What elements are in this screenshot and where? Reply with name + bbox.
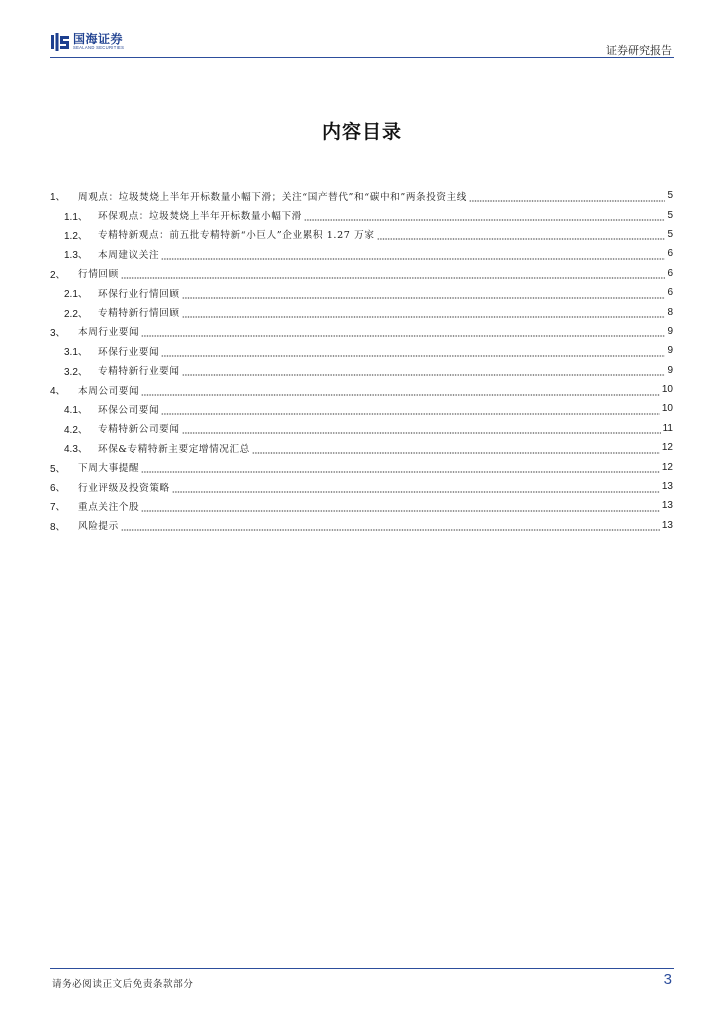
page-number: 3	[663, 971, 672, 988]
toc-entry[interactable]	[50, 186, 673, 205]
toc-dot-leader	[252, 444, 660, 454]
toc-entry-page: 9	[667, 345, 673, 357]
toc-entry-number: 7、	[50, 502, 66, 514]
toc-entry-label: 周观点：垃圾焚烧上半年开标数量小幅下滑；关注“国产替代”和“碳中和”两条投资主线	[78, 191, 467, 203]
toc-entry-page: 5	[667, 190, 673, 202]
toc-entry-number: 2.1、	[64, 289, 88, 301]
toc-entry-label: 行情回顾	[78, 269, 119, 281]
toc-entry-number: 5、	[50, 463, 66, 475]
toc-dot-leader	[121, 521, 660, 531]
toc-entry-number: 4、	[50, 386, 66, 398]
toc-entry[interactable]	[50, 341, 673, 360]
toc-entry-page: 11	[662, 422, 673, 434]
toc-entry[interactable]	[50, 496, 673, 515]
toc-dot-leader	[141, 327, 665, 337]
table-of-contents	[50, 186, 673, 535]
toc-entry-label: 环保&专精特新主要定增情况汇总	[98, 443, 250, 455]
sealand-logo-icon	[50, 32, 70, 52]
toc-entry-page: 12	[661, 442, 673, 454]
toc-entry-page: 6	[667, 248, 673, 260]
toc-entry[interactable]	[50, 457, 673, 476]
toc-entry-page: 5	[667, 228, 673, 240]
toc-entry-number: 3、	[50, 327, 66, 339]
toc-entry-label: 下周大事提醒	[78, 463, 140, 475]
toc-dot-leader	[141, 502, 660, 512]
toc-dot-leader	[304, 211, 666, 221]
toc-entry-label: 环保公司要闻	[98, 404, 160, 416]
toc-entry[interactable]	[50, 399, 673, 418]
toc-entry-label: 环保行业行情回顾	[98, 288, 180, 300]
toc-dot-leader	[161, 347, 665, 357]
toc-entry-number: 1.2、	[64, 230, 88, 242]
toc-entry-label: 本周建议关注	[98, 249, 160, 261]
footer-divider	[50, 968, 674, 970]
toc-entry-label: 环保观点：垃圾焚烧上半年开标数量小幅下滑	[98, 211, 302, 223]
toc-dot-leader	[172, 483, 660, 493]
toc-entry-page: 6	[667, 287, 673, 299]
toc-entry-page: 12	[661, 461, 673, 473]
toc-entry-label: 专精特新公司要闻	[98, 424, 180, 436]
footer-disclaimer: 请务必阅读正文后免责条款部分	[52, 979, 194, 990]
toc-entry-number: 8、	[50, 521, 66, 533]
toc-entry-page: 13	[661, 519, 673, 531]
toc-entry[interactable]	[50, 244, 673, 263]
toc-entry-number: 6、	[50, 483, 66, 495]
toc-entry-page: 5	[667, 209, 673, 221]
page-title: 内容目录	[321, 121, 402, 143]
toc-entry-number: 1.3、	[64, 250, 88, 262]
report-type-label: 证券研究报告	[606, 44, 672, 57]
toc-dot-leader	[182, 308, 666, 318]
toc-entry-label: 专精特新行业要闻	[98, 366, 180, 378]
toc-dot-leader	[377, 230, 666, 240]
toc-dot-leader	[182, 289, 666, 299]
toc-entry-label: 专精特新观点：前五批专精特新“小巨人”企业累积 1.27 万家	[98, 230, 375, 242]
toc-entry-page: 13	[661, 481, 673, 493]
page-header	[50, 31, 674, 58]
toc-entry-number: 4.2、	[64, 424, 88, 436]
toc-entry-page: 10	[661, 384, 673, 396]
toc-entry-number: 1.1、	[64, 211, 88, 223]
toc-dot-leader	[469, 192, 665, 202]
toc-entry[interactable]	[50, 516, 673, 535]
toc-entry[interactable]	[50, 225, 673, 244]
toc-entry-label: 环保行业要闻	[98, 346, 160, 358]
toc-entry[interactable]	[50, 264, 673, 283]
toc-entry-number: 1、	[50, 192, 66, 204]
toc-entry-label: 本周公司要闻	[78, 385, 140, 397]
toc-entry-page: 8	[667, 306, 673, 318]
toc-entry-label: 风险提示	[78, 521, 119, 533]
toc-entry[interactable]	[50, 380, 673, 399]
toc-entry-number: 3.1、	[64, 347, 88, 359]
toc-entry[interactable]	[50, 477, 673, 496]
toc-entry[interactable]	[50, 205, 673, 224]
toc-entry-label: 行业评级及投资策略	[78, 482, 170, 494]
toc-entry[interactable]	[50, 302, 673, 321]
toc-entry-number: 2.2、	[64, 308, 88, 320]
toc-entry-number: 4.1、	[64, 405, 88, 417]
toc-entry-page: 9	[667, 325, 673, 337]
toc-entry-number: 3.2、	[64, 366, 88, 378]
toc-dot-leader	[121, 269, 666, 279]
toc-entry[interactable]	[50, 283, 673, 302]
toc-entry-number: 4.3、	[64, 444, 88, 456]
toc-entry[interactable]	[50, 438, 673, 457]
toc-dot-leader	[161, 250, 665, 260]
toc-entry-label: 本周行业要闻	[78, 327, 140, 339]
toc-entry-page: 6	[667, 267, 673, 279]
toc-entry-page: 13	[661, 500, 673, 512]
toc-entry-label: 专精特新行情回顾	[98, 308, 180, 320]
logo-chinese-text: 国海证券	[73, 32, 124, 47]
toc-entry-number: 2、	[50, 269, 66, 281]
toc-dot-leader	[182, 424, 661, 434]
logo-english-text: SEALAND SECURITIES	[73, 45, 125, 51]
toc-entry[interactable]	[50, 419, 673, 438]
toc-dot-leader	[141, 386, 660, 396]
company-logo	[50, 31, 124, 53]
toc-dot-leader	[141, 463, 660, 473]
toc-entry[interactable]	[50, 322, 673, 341]
toc-entry[interactable]	[50, 361, 673, 380]
toc-dot-leader	[182, 366, 666, 376]
toc-entry-page: 9	[667, 364, 673, 376]
toc-dot-leader	[161, 405, 660, 415]
toc-entry-label: 重点关注个股	[78, 501, 140, 513]
toc-entry-page: 10	[661, 403, 673, 415]
